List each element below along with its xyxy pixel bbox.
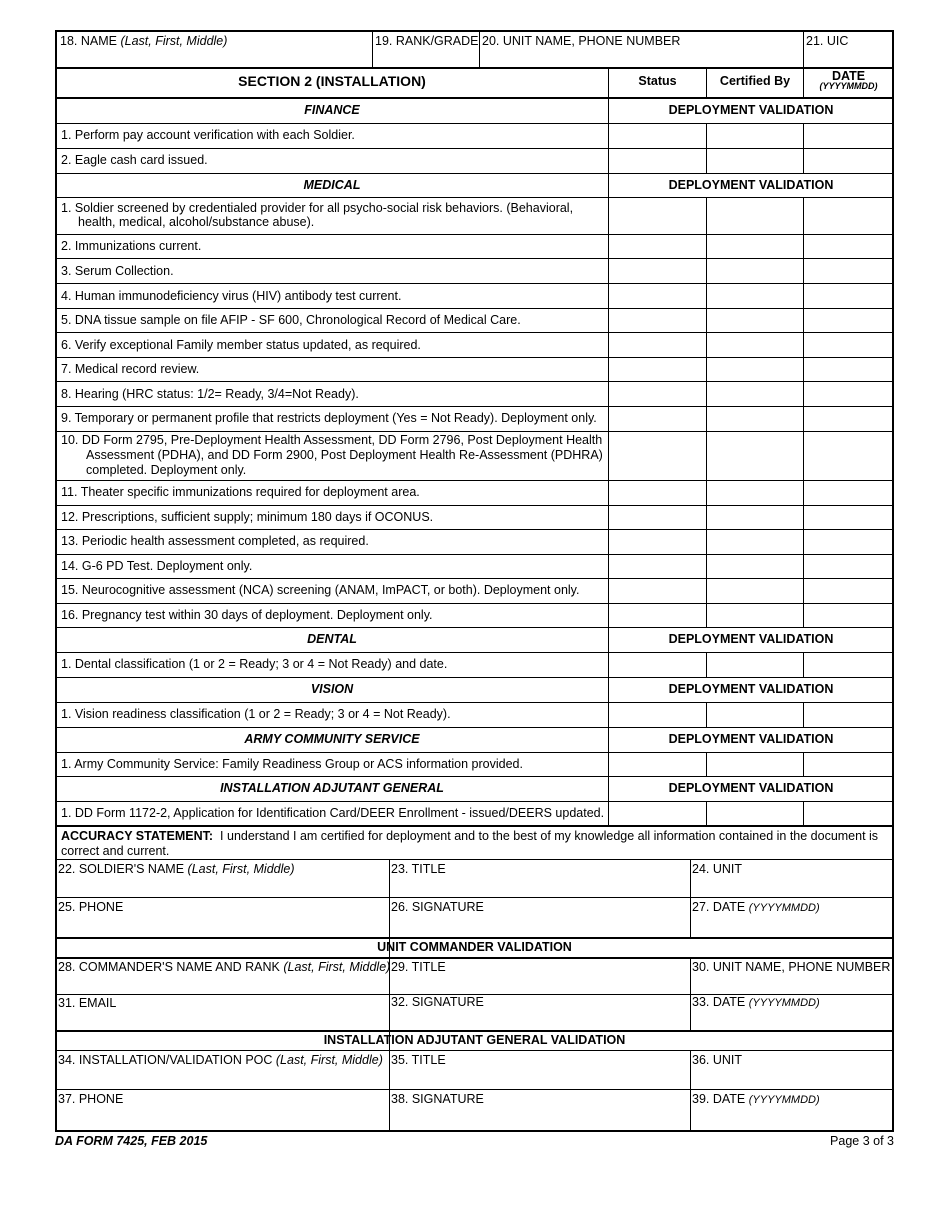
medical-item-12: 12. Prescriptions, sufficient supply; minimum 180 days if OCONUS. — [61, 510, 434, 524]
field-28-label[interactable]: 28. COMMANDER'S NAME AND RANK (Last, First, Middle) — [58, 960, 391, 974]
field-24-label[interactable]: 24. UNIT — [692, 862, 743, 876]
accuracy-statement-cont: correct and current. — [61, 844, 170, 858]
validation-label-acs: DEPLOYMENT VALIDATION — [668, 732, 834, 746]
col-certified-header: Certified By — [719, 74, 791, 88]
field-37-label[interactable]: 37. PHONE — [58, 1092, 124, 1106]
validation-label-finance: DEPLOYMENT VALIDATION — [668, 103, 834, 117]
medical-item-10-cont2: completed. Deployment only. — [86, 463, 247, 477]
medical-item-10: 10. DD Form 2795, Pre-Deployment Health Assessment, DD Form 2796, Post Deployment Health — [61, 433, 603, 447]
medical-item-11: 11. Theater specific immunizations required for deployment area. — [61, 485, 420, 499]
installation-validation-title: INSTALLATION ADJUTANT GENERAL VALIDATION — [323, 1033, 626, 1047]
medical-item-3: 3. Serum Collection. — [61, 264, 174, 278]
field-36-label[interactable]: 36. UNIT — [692, 1053, 743, 1067]
field-39-label[interactable]: 39. DATE (YYYYMMDD) — [692, 1092, 820, 1106]
field-31-label[interactable]: 31. EMAIL — [58, 996, 117, 1010]
field-34-label[interactable]: 34. INSTALLATION/VALIDATION POC (Last, First, Middle) — [58, 1053, 383, 1067]
field-33-label[interactable]: 33. DATE (YYYYMMDD) — [692, 995, 820, 1009]
acs-item-1: 1. Army Community Service: Family Readiness Group or ACS information provided. — [61, 757, 523, 771]
vision-item-1: 1. Vision readiness classification (1 or 2 = Ready; 3 or 4 = Not Ready). — [61, 707, 451, 721]
medical-item-15: 15. Neurocognitive assessment (NCA) screening (ANAM, ImPACT, or both). Deployment only. — [61, 583, 580, 597]
medical-item-2: 2. Immunizations current. — [61, 239, 202, 253]
validation-label-vision: DEPLOYMENT VALIDATION — [668, 682, 834, 696]
dental-item-1: 1. Dental classification (1 or 2 = Ready; 3 or 4 = Not Ready) and date. — [61, 657, 448, 671]
page-number: Page 3 of 3 — [830, 1134, 894, 1148]
field-18-label[interactable]: 18. NAME (Last, First, Middle) — [60, 34, 228, 48]
medical-item-8: 8. Hearing (HRC status: 1/2= Ready, 3/4=Not Ready). — [61, 387, 359, 401]
col-status-header: Status — [638, 74, 677, 88]
validation-label-dental: DEPLOYMENT VALIDATION — [668, 632, 834, 646]
section-title: SECTION 2 (INSTALLATION) — [238, 73, 426, 89]
finance-item-1: 1. Perform pay account verification with each Soldier. — [61, 128, 355, 142]
medical-item-7: 7. Medical record review. — [61, 362, 200, 376]
iag-item-1: 1. DD Form 1172-2, Application for Identification Card/DEER Enrollment - issued/DEERS updated. — [61, 806, 605, 820]
field-20-label[interactable]: 20. UNIT NAME, PHONE NUMBER — [482, 34, 681, 48]
medical-item-5: 5. DNA tissue sample on file AFIP - SF 600, Chronological Record of Medical Care. — [61, 313, 521, 327]
medical-item-9: 9. Temporary or permanent profile that restricts deployment (Yes = Not Ready). Deployment only. — [61, 411, 597, 425]
medical-item-10-cont1: Assessment (PDHA), and DD Form 2900, Post Deployment Health Re-Assessment (PDHRA) — [86, 448, 603, 462]
field-25-label[interactable]: 25. PHONE — [58, 900, 124, 914]
medical-item-13: 13. Periodic health assessment completed, as required. — [61, 534, 369, 548]
col-date-header: DATE — [831, 69, 866, 83]
commander-validation-title: UNIT COMMANDER VALIDATION — [377, 940, 572, 954]
medical-item-1: 1. Soldier screened by credentialed provider for all psycho-social risk behaviors. (Behavioral, — [61, 201, 574, 215]
medical-item-4: 4. Human immunodeficiency virus (HIV) antibody test current. — [61, 289, 402, 303]
medical-item-16: 16. Pregnancy test within 30 days of deployment. Deployment only. — [61, 608, 433, 622]
field-30-label[interactable]: 30. UNIT NAME, PHONE NUMBER — [692, 960, 891, 974]
validation-label-iag: DEPLOYMENT VALIDATION — [668, 781, 834, 795]
field-21-label[interactable]: 21. UIC — [806, 34, 849, 48]
finance-item-2: 2. Eagle cash card issued. — [61, 153, 208, 167]
field-38-label[interactable]: 38. SIGNATURE — [391, 1092, 484, 1106]
field-32-label[interactable]: 32. SIGNATURE — [391, 995, 484, 1009]
field-29-label[interactable]: 29. TITLE — [391, 960, 446, 974]
accuracy-statement: ACCURACY STATEMENT: I understand I am certified for deployment and to the best of my knowledge all information contained in the document is — [61, 829, 879, 843]
group-vision-title: VISION — [310, 682, 354, 696]
group-iag-title: INSTALLATION ADJUTANT GENERAL — [220, 781, 444, 795]
group-acs-title: ARMY COMMUNITY SERVICE — [244, 732, 420, 746]
field-19-label[interactable]: 19. RANK/GRADE — [375, 34, 479, 48]
group-dental-title: DENTAL — [307, 632, 357, 646]
field-35-label[interactable]: 35. TITLE — [391, 1053, 446, 1067]
field-27-label[interactable]: 27. DATE (YYYYMMDD) — [692, 900, 820, 914]
medical-item-14: 14. G-6 PD Test. Deployment only. — [61, 559, 253, 573]
group-finance-title: FINANCE — [304, 103, 360, 117]
field-22-label[interactable]: 22. SOLDIER'S NAME (Last, First, Middle) — [58, 862, 295, 876]
group-medical-title: MEDICAL — [303, 178, 361, 192]
form-id: DA FORM 7425, FEB 2015 — [55, 1134, 208, 1148]
col-date-hint: (YYYYMMDD) — [819, 81, 878, 91]
field-23-label[interactable]: 23. TITLE — [391, 862, 446, 876]
validation-label-medical: DEPLOYMENT VALIDATION — [668, 178, 834, 192]
field-26-label[interactable]: 26. SIGNATURE — [391, 900, 484, 914]
medical-item-1-cont: health, medical, alcohol/substance abuse). — [78, 215, 315, 229]
medical-item-6: 6. Verify exceptional Family member status updated, as required. — [61, 338, 421, 352]
